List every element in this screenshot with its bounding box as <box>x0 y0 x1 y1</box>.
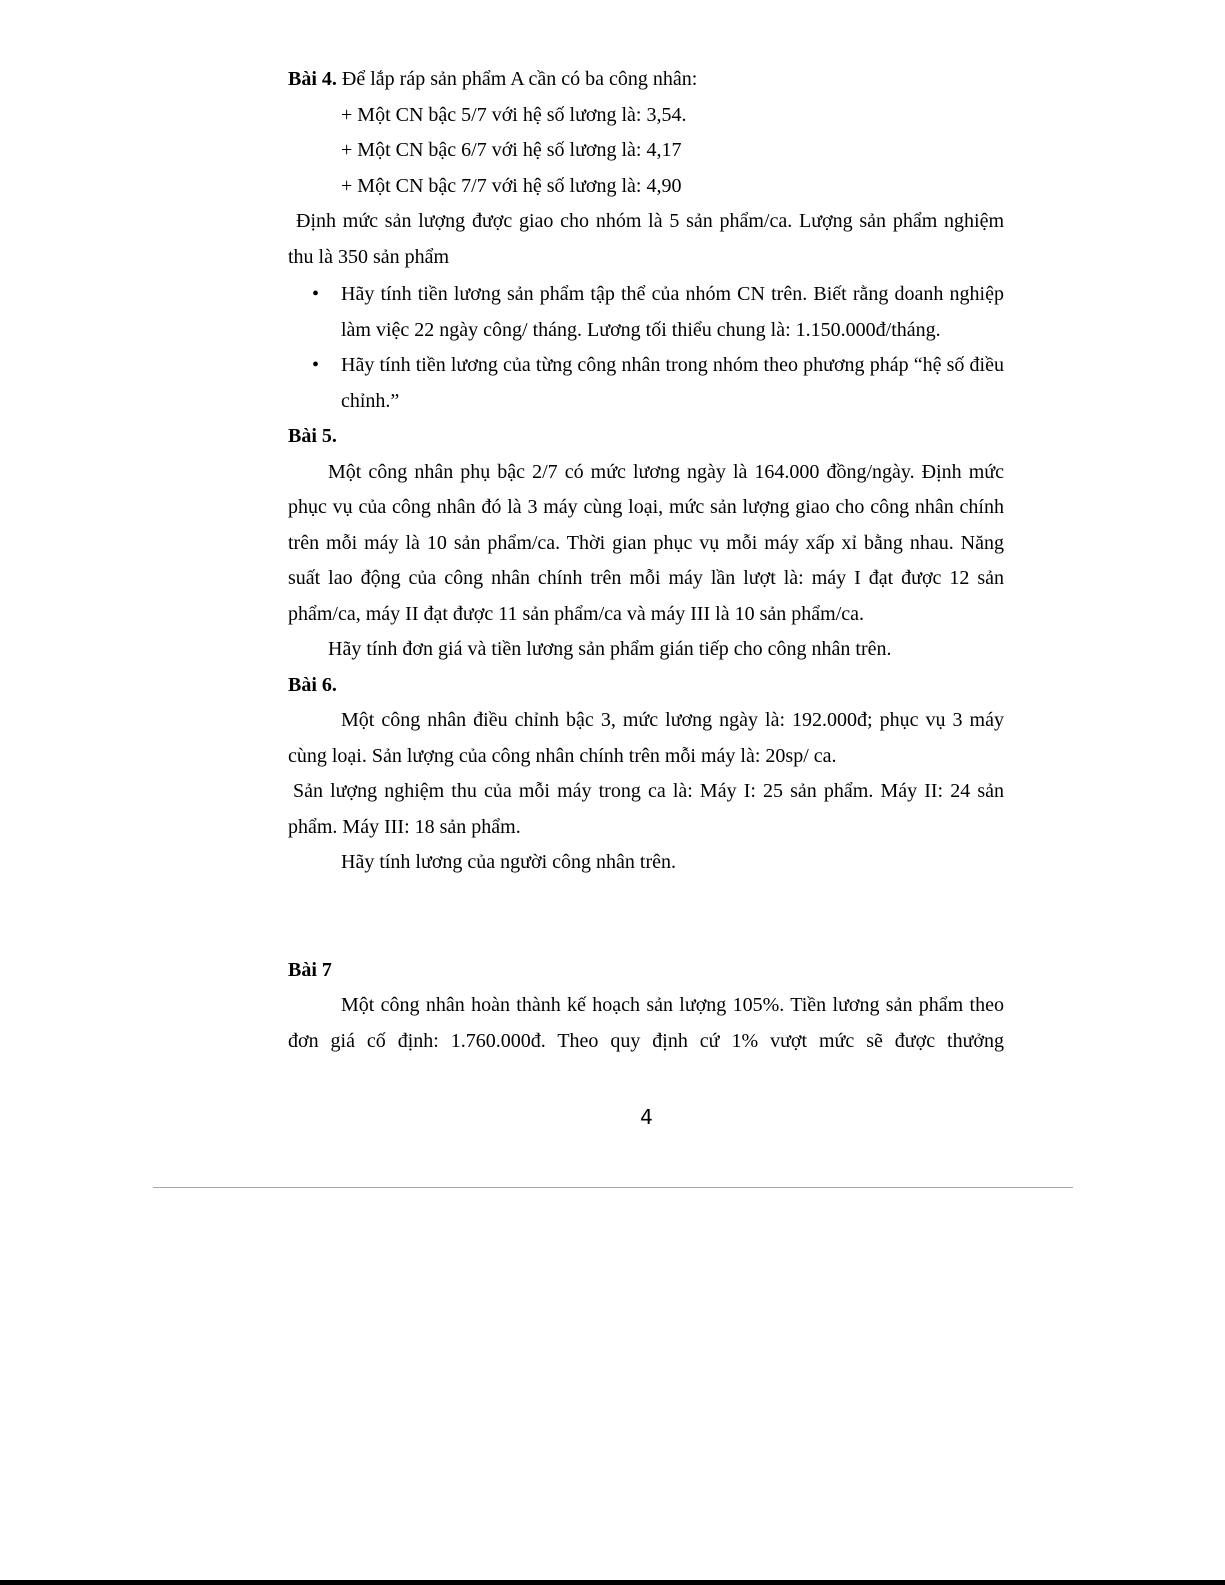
bai5-question: Hãy tính đơn giá và tiền lương sản phẩm gián tiếp cho công nhân trên. <box>328 638 892 660</box>
bai6-title: Bài 6. <box>288 673 337 696</box>
bai4-question-1 <box>288 277 1004 348</box>
bai4-worker-2: + Một CN bậc 6/7 với hệ số lương là: 4,17 <box>341 139 682 161</box>
bai4-question-1-text: Hãy tính tiền lương sản phẩm tập thể của nhóm CN trên. Biết rằng doanh nghiệp làm việc 22 ngày công/ tháng. Lương tối thiểu chung là: 1.150.000đ/tháng. <box>341 283 1004 341</box>
bai5-body: Một công nhân phụ bậc 2/7 có mức lương ngày là 164.000 đồng/ngày. Định mức phục vụ của công nhân đó là 3 máy cùng loại, mức sản lượng giao cho công nhân chính trên mỗi máy là 10 sản phẩm/ca. Thời gian phục vụ mỗi máy xấp xỉ bằng nhau. Năng suất lao động của công nhân chính trên mỗi máy lần lượt là: máy I đạt được 12 sản phẩm/ca, máy II đạt được 11 sản phẩm/ca và máy III là 10 sản phẩm/ca. <box>288 460 1004 625</box>
bai4-intro: Để lắp ráp sản phẩm A cần có ba công nhân: <box>336 68 698 90</box>
bai4-heading-line <box>288 62 1004 98</box>
page-content <box>288 62 1004 1059</box>
bullet-icon: • <box>312 354 320 376</box>
bai6-acceptance: Sản lượng nghiệm thu của mỗi máy trong ca là: Máy I: 25 sản phẩm. Máy II: 24 sản phẩm. Máy III: 18 sản phẩm. <box>288 780 1004 838</box>
bai7-body: Một công nhân hoàn thành kế hoạch sản lượng 105%. Tiền lương sản phẩm theo đơn giá cố định: 1.760.000đ. Theo quy định cứ 1% vượt mức sẽ được thưởng <box>288 994 1004 1052</box>
bullet-icon: • <box>312 283 320 305</box>
bai4-question-2-text: Hãy tính tiền lương của từng công nhân trong nhóm theo phương pháp “hệ số điều chỉnh.” <box>341 354 1004 412</box>
page-divider <box>153 1187 1073 1188</box>
bai4-norm-paragraph: Định mức sản lượng được giao cho nhóm là 5 sản phẩm/ca. Lượng sản phẩm nghiệm thu là 350 sản phẩm <box>288 210 1004 268</box>
bai7-title: Bài 7 <box>288 958 332 981</box>
bai4-worker-1: + Một CN bậc 5/7 với hệ số lương là: 3,54. <box>341 103 687 126</box>
bai4-worker-3: + Một CN bậc 7/7 với hệ số lương là: 4,90 <box>341 174 682 197</box>
bai4-title: Bài 4. <box>288 68 337 90</box>
bai6-question: Hãy tính lương của người công nhân trên. <box>341 851 676 873</box>
bottom-edge-bar <box>0 1580 1225 1585</box>
page-number: 4 <box>640 1105 653 1129</box>
bai5-title: Bài 5. <box>288 425 337 447</box>
bai6-body: Một công nhân điều chỉnh bậc 3, mức lương ngày là: 192.000đ; phục vụ 3 máy cùng loại. Sản lượng của công nhân chính trên mỗi máy là: 20sp/ ca. <box>288 709 1004 767</box>
bai4-question-2 <box>288 348 1004 419</box>
